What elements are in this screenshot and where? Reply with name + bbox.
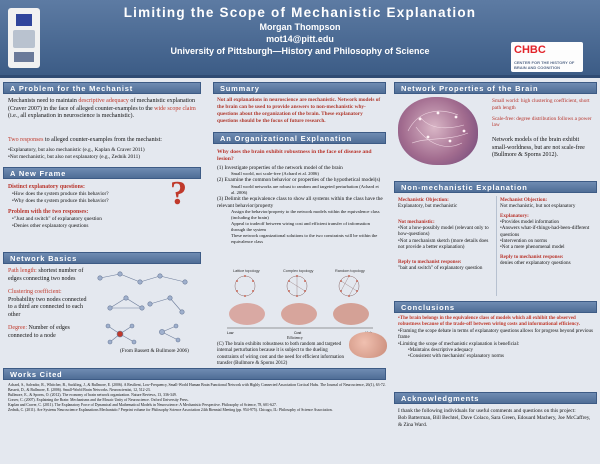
section-props-heading: Network Properties of the Brain [394,82,597,94]
reference-item: Bassett, D., & Bullmore, E. (2006). Small-World Brain Networks. Neuroscientist, 12, 512-23. [8,388,151,392]
axis-label-cost: Cost [294,331,302,335]
brain-image-small [349,332,387,358]
topology-figure [217,266,383,336]
topology-label-lattice: Lattice topology [233,269,260,273]
topology-label-complex: Complex topology [283,269,314,273]
affiliation: University of Pittsburgh—History and Philosophy of Science [170,46,430,56]
section-summary-heading: Summary [213,82,386,94]
problem-paragraph: Mechanists need to maintain descriptive adequacy of mechanistic explanation (Craver 2007) in the face of alleged counter-examples to the wide scope claim (i.e., all explanation in neuroscience is mechanistic). [8,98,196,119]
author-email[interactable]: mot14@pitt.edu [266,34,334,44]
nonmech-col1: Mechanistic Objection: Explanatory, but mechanistic Not mechanistic: •Not a how-possibly model (relevant only to how-questions) •Not a mechanism sketch (more details does not provide a better explanation) Reply to mechanist response: "bait and switch" of explanatory question [398,197,489,271]
conclusions-text: •The brain belongs in the equivalence class of models which all exhibit the observed robustness because of the trade-off between wiring costs and informational efficiency. •Framing the scope debate in terms of explanatory questions allows for progress beyond previous frame •Limiting the scope of mechanistic explanation is beneficial: •Maintains descriptive adequacy •Consistent with mechanists' explanatory norms [398,316,593,360]
chbc-logo: CHBC CENTER FOR THE HISTORY OF BRAIN AND COGNITION [511,42,583,72]
column-divider [496,196,497,296]
section-organizational-heading: An Organizational Explanation [213,132,386,144]
basics-credit: (From Bassett & Bullmore 2006) [120,348,189,354]
topology-label-random: Random topology [335,269,365,273]
summary-text: Not all explanations in neuroscience are mechanistic. Network models of the brain can be used to provide answers to non-mechanistic why-questions about the organization of the brain. These explanatory questions should be the focus of future research. [217,97,381,124]
section-cited-heading: Works Cited [3,368,386,380]
organizational-conclusion: (C) The brain exhibits robustness to both random and targeted internal perturbation because it is subject to the dueling constraints of wiring cost and the need for efficient information transfer (Bullmore & Sporns 2012) [217,342,344,367]
question-mark-graphic: ? [170,175,187,212]
ack-text: I thank the following individuals for useful comments and questions on this project: Bob Batterman, Bill Bechtel, Dave Colaco, Sara Green, Edouard Machery, Joe McCaffrey, & Zina Ward. [398,408,591,428]
brain-network-image [398,97,478,165]
nonmech-col2: Mechanist Objection: Not mechanistic, but not explanatory Explanatory: •Provides model information •Answers what-if-things-had-been-different questions •Intervention on norms •Not a mere phenomenal model Reply to mechanist response: denies other explanatory questions [500,197,590,266]
frame-text: Distinct explanatory questions: •How does the system produce this behavior? •Why does the system produce this behavior? Problem with the two responses: •"Just and switch" of explanatory question •Denies other explanatory questions [8,184,109,230]
organizational-text: Why does the brain exhibit robustness in the face of disease and lesion? (1) Investigate properties of the network model of the brain Small world, not scale-free (Achard et al. 2006) (2) Examine the common behavior or properties of the hypothetical model(s) Small world networks are robust to random and targeted perturbation (Achard et al. 2006) (3) Delimit the equivalence class to show all systems within the class have the relevant behavior/property Assign the behavior/property to the network models within the equivalence class (including the brain) Appeal to tradeoff between wiring cost and efficient transfer of information through the system These network organizational solutions to the two constraints will be within the equivalence class [217,149,383,244]
network-basics-diagram [90,268,198,348]
section-nonmech-heading: Non-mechanistic Explanation [394,181,597,193]
response-list: •Explanatory, but also mechanistic (e.g., Kaplan & Craver 2011) •Not mechanistic, but also not explanatory (e.g., Zednik 2011) [8,147,145,160]
two-responses: Two responses to alleged counter-examples from the mechanist: [8,137,162,143]
section-problem-heading: A Problem for the Mechanist [3,82,201,94]
poster-title: Limiting the Scope of Mechanistic Explanation [123,5,477,20]
reference-item: Achard, S., Salvador, R., Whitcher, B., Suckling, J., & Bullmore, E. (2006). A Resilient, Low-Frequency, Small-World Human Brain Functional Network with Highly Connected Association Cortical Hubs. The Journal of Neuroscience, 26(1), 63-72. [8,383,386,387]
author-name: Morgan Thompson [259,22,341,32]
section-conclusions-heading: Conclusions [394,301,597,313]
section-ack-heading: Acknowledgments [394,392,597,404]
props-text: Small world: high clustering coefficient, short path length Scale-free: degree distribution follows a power law Network models of the brain exhibit small-worldness, but are not scale-free (Bullmore & Sporns 2012). [492,98,592,159]
header-banner [0,0,600,78]
reference-item: Kaplan and Craver, C. (2011). The Explanatory Force of Dynamical and Mathematical Models in Neuroscience: A Mechanistic Perspective. Philosophy of Science, 78, 601-627. [8,403,277,407]
references-list [8,383,386,413]
reference-item: Zednik, C. (2011). Are Systems Neuroscience Explanations Mechanistic? Preprint volume for Philosophy Science Association 24th Biennial Meeting (pp. 954-975). Chicago, IL: Philosophy of Science Association. [8,408,333,412]
reference-item: Craver, C. (2007). Explaining the Brain: Mechanisms and the Mosaic Unity of Neuroscience. Oxford University Press. [8,398,189,402]
reference-item: Bullmore, E., & Sporns, O. (2012). The economy of brain network organization. Nature Reviews, 13, 336-349. [8,393,177,397]
axis-label-efficiency: Efficiency [287,336,303,340]
axis-label-low: Low [227,331,234,335]
section-basics-heading: Network Basics [3,252,201,264]
section-frame-heading: A New Frame [3,167,201,179]
basics-text: Path length: shortest number of edges connecting two nodes Clustering coefficient: Probability two nodes connected to a third are connected to each other Degree: Number of edges connected to a node [8,268,87,339]
